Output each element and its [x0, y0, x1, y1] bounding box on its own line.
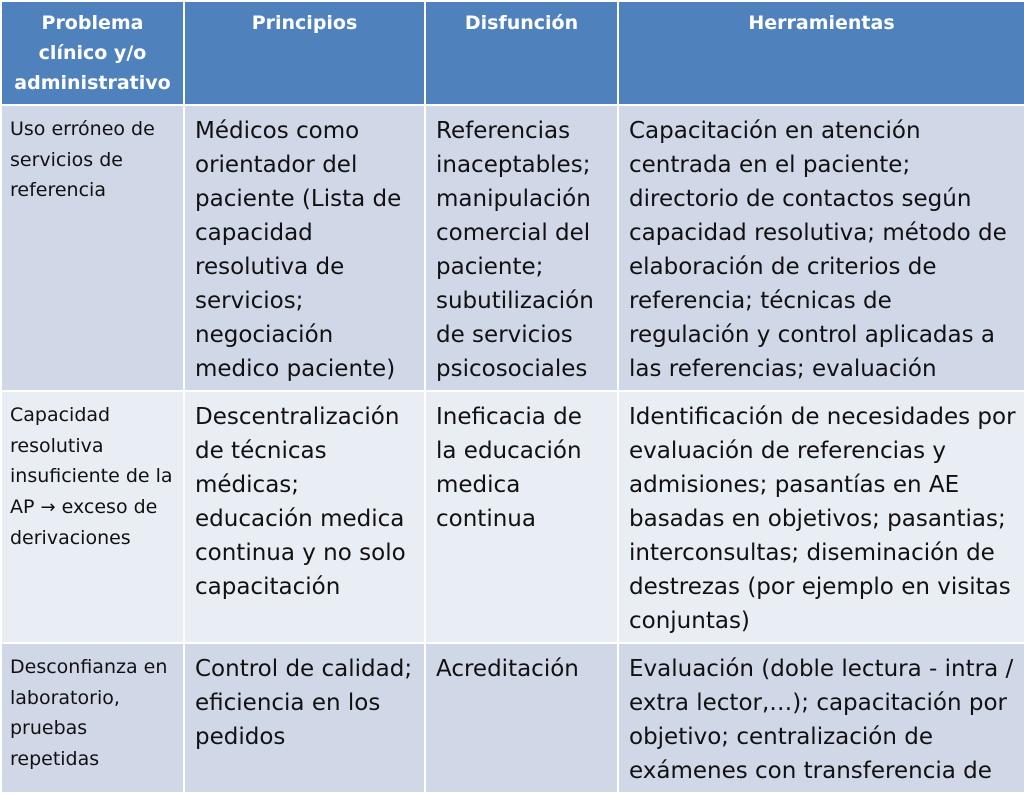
- table-row: [1, 105, 1024, 391]
- cell-problema: Desconfianza en laboratorio, pruebas repetidas: [1, 643, 184, 793]
- cell-problema: Uso erróneo de servicios de referencia: [1, 105, 184, 391]
- header-disfuncion: Disfunción: [425, 1, 618, 105]
- cell-herramientas: Identificación de necesidades por evaluación de referencias y admisiones; pasantías en AE basadas en objetivos; pasantias; interconsultas; diseminación de destrezas (por ejemplo en visitas conjuntas): [618, 391, 1024, 643]
- header-problema: Problema clínico y/o administrativo: [1, 1, 184, 105]
- cell-principios: Descentralización de técnicas médicas; educación medica continua y no solo capacitación: [184, 391, 425, 643]
- cell-herramientas: Evaluación (doble lectura - intra / extra lector,…); capacitación por objetivo; centralización de exámenes con transferencia de: [618, 643, 1024, 793]
- table-row: [1, 391, 1024, 643]
- table-header-row: [1, 1, 1024, 105]
- cell-principios: Control de calidad; eficiencia en los pedidos: [184, 643, 425, 793]
- cell-problema-part1: Capacidad resolutiva insuficiente de la AP: [10, 404, 173, 518]
- header-principios: Principios: [184, 1, 425, 105]
- cell-disfuncion: Ineficacia de la educación medica continua: [425, 391, 618, 643]
- cell-disfuncion: Acreditación: [425, 643, 618, 793]
- cell-disfuncion: Referencias inaceptables; manipulación comercial del paciente; subutilización de servicios psicosociales: [425, 105, 618, 391]
- cell-herramientas: Capacitación en atención centrada en el paciente; directorio de contactos según capacidad resolutiva; método de elaboración de criterios de referencia; técnicas de regulación y control aplicadas a las referencias; evaluación: [618, 105, 1024, 391]
- header-herramientas: Herramientas: [618, 1, 1024, 105]
- right-arrow-icon: →: [40, 496, 56, 518]
- cell-problema-part2: exceso de derivaciones: [10, 495, 158, 549]
- table-row: [1, 643, 1024, 793]
- cell-principios: Médicos como orientador del paciente (Lista de capacidad resolutiva de servicios; negociación medico paciente): [184, 105, 425, 391]
- cell-problema: [1, 391, 184, 643]
